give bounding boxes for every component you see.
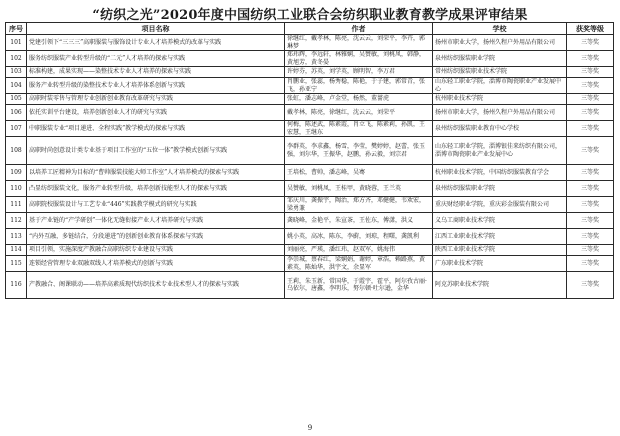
header-no: 序号 [6,23,27,35]
award-level: 三等奖 [567,213,614,229]
table-header-row [6,23,614,35]
project-name: 项目引领，实施深度产教融合高职纺织专业建设与实践 [27,245,285,256]
award-level: 三等奖 [567,272,614,299]
award-level: 三等奖 [567,94,614,105]
row-number: 106 [6,105,27,121]
project-name: 以培养工匠精神为目标的“曹帅服装技能大师工作室”人才培养模式的探索与实践 [27,165,285,181]
project-name: 产教融合、阁课联动——培养高素质现代纺织技术专业技术型人才的探索与实践 [27,272,285,299]
row-number: 111 [6,197,27,213]
row-number: 103 [6,67,27,78]
project-name: 党建引领下“三三三”高职服装与服饰设计专业人才培养模式的改革与实践 [27,35,285,51]
results-table [5,22,614,299]
row-number: 114 [6,245,27,256]
award-level: 三等奖 [567,137,614,165]
award-level: 三等奖 [567,245,614,256]
school: 泉州纺织服装职业学院 [433,51,567,67]
header-authors: 作者 [285,23,433,35]
project-name: 依托实训平台建设，培养创新创业人才的研究与实践 [27,105,285,121]
award-level: 三等奖 [567,256,614,272]
row-number: 104 [6,78,27,94]
school: 广东职业技术学院 [433,256,567,272]
school: 义乌工商职业技术学院 [433,213,567,229]
authors: 吴赞敏，刘桃凤，王桂甲，黄晓蓉，王兰英 [285,181,433,197]
school: 重庆财经职业学院，重庆彩金服装有限公司 [433,197,567,213]
header-school: 学校 [433,23,567,35]
school: 杭州职业技术学院，中国纺织服装教育学会 [433,165,567,181]
header-award-level: 获奖等级 [567,23,614,35]
school: 陕西工业职业技术学院 [433,245,567,256]
award-level: 三等奖 [567,197,614,213]
school: 泉州纺织服装职业教育中心学校 [433,121,567,137]
project-name: 基于产业链的“产学研创”一体化无缝衔接产业人才培养研究与实践 [27,213,285,229]
award-level: 三等奖 [567,51,614,67]
table-row [6,94,614,105]
authors: 许婷芬，苏英，刘学英，顾明智，李万君 [285,67,433,78]
award-level: 三等奖 [567,121,614,137]
row-number: 112 [6,213,27,229]
project-name: “内外互融，多链结合，分段递进”的创新创业教育体系探索与实践 [27,229,285,245]
award-level: 三等奖 [567,78,614,94]
table-row [6,165,614,181]
project-name: 凸显纺织服装文化，服务产业转型升级，培养创新技能型人才的探索与实践 [27,181,285,197]
row-number: 110 [6,181,27,197]
table-row [6,229,614,245]
authors: 戴孝林，陈亮，徐继红，沈云云，刘荣平 [285,105,433,121]
project-name: 中职服装专业“项目递进、全程实践”教学模式的探索与实践 [27,121,285,137]
table-row [6,67,614,78]
project-name: 标准构建，成果实现——染整技术专业人才培养的探索与实践 [27,67,285,78]
authors: 郑玮辉，李远轩，林雅娴，吴赞敏，刘桃凤，韩静，黄旭芳，黄冬晏 [285,51,433,67]
table-row [6,272,614,299]
authors: 李群英，李求鑫，杨雪，李莹，樊婷婷，赵蕾，张玉强，刘尔华，王振华，赵鹏，孙云毅，刘宗君 [285,137,433,165]
school: 泉州纺织服装职业学院 [433,181,567,197]
table-row [6,197,614,213]
school: 阿克苏职业技术学院 [433,272,567,299]
authors: 何梅，陈述武，陈素霞，肖立飞，陈素莉，孙凯，王宏慧，王继东 [285,121,433,137]
project-name: 连锁经营管理专业双融双线人才培养模式的创新与实践 [27,256,285,272]
row-number: 105 [6,94,27,105]
authors: 姚小英，高冰，陈东，李蔚，刘琼，程曙，龚凯利 [285,229,433,245]
award-level: 三等奖 [567,165,614,181]
table-row [6,213,614,229]
authors: 李崇城，蔡春红，梁娴娟，谢婷，章浩，赖路燕，黄素英，陈灿华，洪宇文，余显军 [285,256,433,272]
authors: 王培松，曹帅，潘志峰，吴骞 [285,165,433,181]
authors: 刘丽亮，严瑛，潘红玮，赵双军，姚海伟 [285,245,433,256]
header-project-name: 项目名称 [27,23,285,35]
award-level: 三等奖 [567,181,614,197]
row-number: 116 [6,272,27,299]
row-number: 109 [6,165,27,181]
table-row [6,121,614,137]
authors: 肖鹏业，张蕊，杨秀稳，陈艳，于子建，郭常青，张飞，孙亚宁 [285,78,433,94]
school: 山东轻工职业学院，淄博市陶瓷职业产业发展中心 [433,78,567,94]
authors: 邹庆川，龚振宇，陶治，郑方齐，邓健健，韦欢宏，梁勇兼 [285,197,433,213]
row-number: 107 [6,121,27,137]
project-name: 服务产业转型升级的染整技术专业人才培养体系创新与实践 [27,78,285,94]
table-row [6,35,614,51]
award-level: 三等奖 [567,35,614,51]
page-title: “纺织之光”2020年度中国纺织工业联合会纺织职业教育教学成果评审结果 [92,8,528,23]
award-level: 三等奖 [567,105,614,121]
table-row [6,105,614,121]
school: 山东轻工职业学院，淄博银佳来纺织有限公司，淄博市陶瓷职业产业发展中心 [433,137,567,165]
authors: 王莉，朱玉新，常国华，于霞宇，霍平，阿尔孜古丽·乌依尔，唐鑫，李明乐，努尔顿·吐尔逊，金华 [285,272,433,299]
project-name: 高职时装零售与管理专业创新创业教育改革研究与实践 [27,94,285,105]
page-number: 9 [307,424,313,432]
school: 扬州市职业大学，扬州久程户外用品有限公司 [433,105,567,121]
project-name: 服务纺织服装产业转型升级的“二元”人才培养的探索与实践 [27,51,285,67]
award-level: 三等奖 [567,67,614,78]
school: 扬州市职业大学，扬州久程户外用品有限公司 [433,35,567,51]
project-name: 高职院校服装设计与工艺专业“446”实践教学模式的研究与实践 [27,197,285,213]
school: 杭州职业技术学院 [433,94,567,105]
table-row [6,181,614,197]
table-row [6,256,614,272]
row-number: 101 [6,35,27,51]
table-row [6,137,614,165]
authors: 龚晓峰，金艳平，朱宣茶，王佐东，傅潇，洪义 [285,213,433,229]
row-number: 113 [6,229,27,245]
authors: 张虹，潘志峰，卢金堂，杨然，董蔷虎 [285,94,433,105]
school: 常州纺织服装职业技术学院 [433,67,567,78]
award-level: 三等奖 [567,229,614,245]
table-row [6,78,614,94]
row-number: 115 [6,256,27,272]
authors: 徐继红，戴孝林，陈亮，沈云云，刘荣平，李卉，郭琳梦 [285,35,433,51]
table-row [6,245,614,256]
row-number: 108 [6,137,27,165]
row-number: 102 [6,51,27,67]
project-name: 高职时尚创意设计类专业基于项目工作室的“五位一体”教学模式创新与实践 [27,137,285,165]
table-row [6,51,614,67]
school: 江西工业职业技术学院 [433,229,567,245]
